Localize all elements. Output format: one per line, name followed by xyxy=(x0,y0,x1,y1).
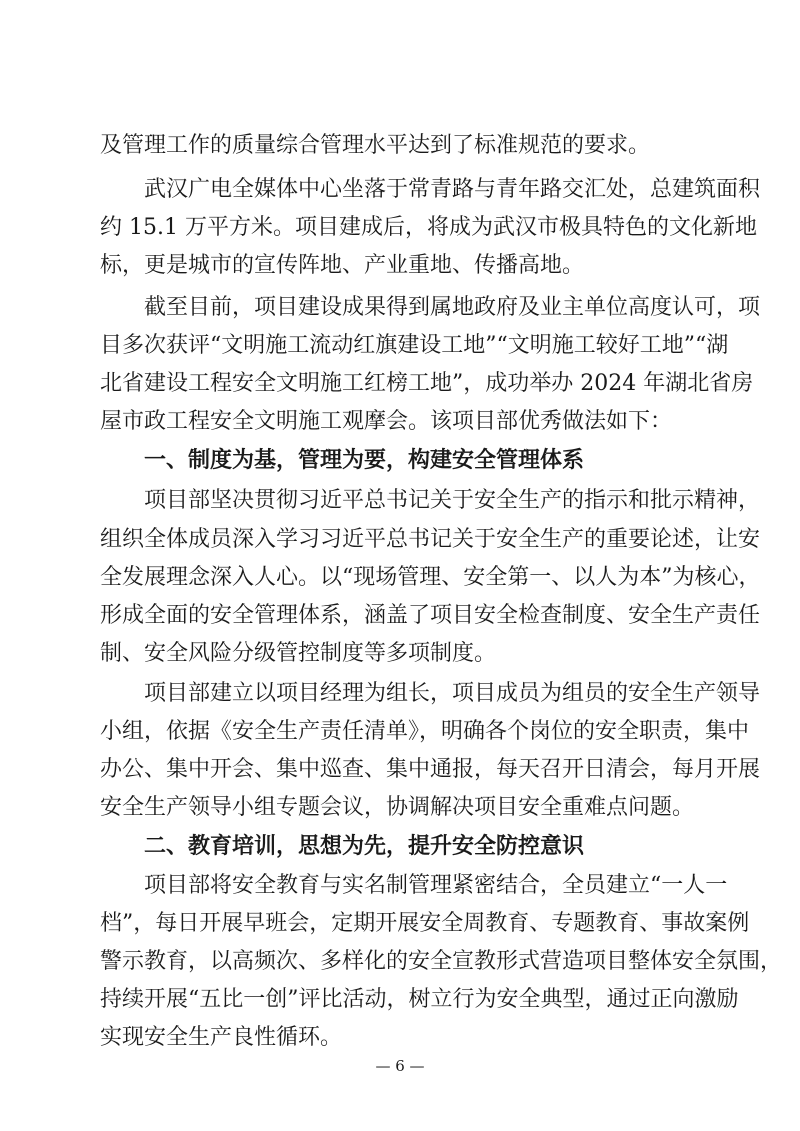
paragraph-line: 安全生产领导小组专题会议，协调解决项目安全重难点问题。 xyxy=(100,795,695,820)
section-heading: 一、制度为基，管理为要，构建安全管理体系 xyxy=(144,447,585,473)
paragraph-line: 及管理工作的质量综合管理水平达到了标准规范的要求。 xyxy=(100,133,651,158)
paragraph-line: 项目部建立以项目经理为组长，项目成员为组员的安全生产领导 xyxy=(144,681,761,706)
paragraph-line: 档”，每日开展早班会，定期开展安全周教育、专题教育、事故案例 xyxy=(100,911,750,936)
paragraph-line: 约 15.1 万平方米。项目建成后，将成为武汉市极具特色的文化新地 xyxy=(100,215,757,240)
paragraph-line: 屋市政工程安全文明施工观摩会。该项目部优秀做法如下： xyxy=(100,409,673,434)
paragraph-line: 制、安全风险分级管控制度等多项制度。 xyxy=(100,641,497,666)
paragraph-line: 标，更是城市的宣传阵地、产业重地、传播高地。 xyxy=(100,253,585,278)
paragraph-line: 项目部将安全教育与实名制管理紧密结合，全员建立“一人一 xyxy=(144,873,728,898)
paragraph-line: 组织全体成员深入学习习近平总书记关于安全生产的重要论述，让安 xyxy=(100,527,761,552)
paragraph-line: 形成全面的安全管理体系，涵盖了项目安全检查制度、安全生产责任 xyxy=(100,603,761,628)
paragraph-line: 持续开展“五比一创”评比活动，树立行为安全典型，通过正向激励 xyxy=(100,987,739,1012)
paragraph-line: 武汉广电全媒体中心坐落于常青路与青年路交汇处，总建筑面积 xyxy=(144,177,761,202)
paragraph-line: 目多次获评“文明施工流动红旗建设工地”“文明施工较好工地”“湖 xyxy=(100,333,729,358)
paragraph-line: 警示教育，以高频次、多样化的安全宣教形式营造项目整体安全氛围， xyxy=(100,949,783,974)
page-number: — 6 — xyxy=(375,1057,425,1075)
paragraph-line: 实现安全生产良性循环。 xyxy=(100,1025,343,1050)
paragraph-line: 截至目前，项目建设成果得到属地政府及业主单位高度认可，项 xyxy=(144,295,761,320)
paragraph-line: 项目部坚决贯彻习近平总书记关于安全生产的指示和批示精神， xyxy=(144,488,761,513)
paragraph-line: 小组，依据《安全生产责任清单》，明确各个岗位的安全职责，集中 xyxy=(100,719,750,744)
paragraph-line: 办公、集中开会、集中巡查、集中通报，每天召开日清会，每月开展 xyxy=(100,757,761,782)
section-heading: 二、教育培训，思想为先，提升安全防控意识 xyxy=(144,833,585,859)
paragraph-line: 全发展理念深入人心。以“现场管理、安全第一、以人为本”为核心， xyxy=(100,565,761,590)
paragraph-line: 北省建设工程安全文明施工红榜工地”，成功举办 2024 年湖北省房 xyxy=(100,371,754,396)
